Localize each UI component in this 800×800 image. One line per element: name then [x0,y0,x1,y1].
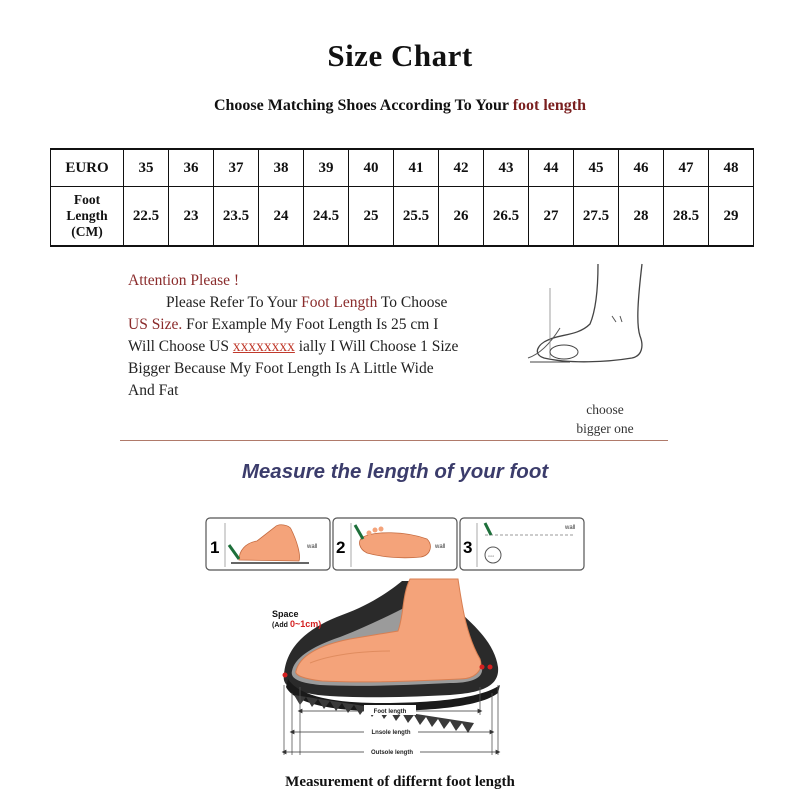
attention-highlight: Foot Length [301,294,378,311]
foot-length-header-line: (CM) [71,224,103,239]
attention-line [128,292,533,314]
euro-row [51,149,754,187]
euro-header: EURO [51,149,124,187]
length-cell: 27.5 [574,187,619,247]
choose-bigger-note [560,400,650,438]
length-cell: 29 [709,187,754,247]
attention-highlight: US Size. [128,316,183,333]
step-3-number: 3 [463,538,473,557]
attention-text: For Example My Foot Length Is 25 cm I [182,316,439,333]
length-cell: 25 [349,187,394,247]
length-cell: 25.5 [394,187,439,247]
length-cell: 22.5 [124,187,169,247]
attention-line [128,336,533,358]
outsole-length-label: Outsole length [371,750,413,756]
step-2-label: wall [435,544,446,550]
euro-cell: 36 [169,149,214,187]
euro-cell: 48 [709,149,754,187]
length-cell: 23.5 [214,187,259,247]
length-cell: 28.5 [664,187,709,247]
attention-text: Please Refer To Your [166,294,302,311]
choose-line: bigger one [576,421,634,436]
subtitle-prefix: Choose Matching Shoes According To Your [213,97,513,114]
euro-cell: 40 [349,149,394,187]
euro-cell: 45 [574,149,619,187]
attention-note [128,270,533,402]
foot-length-header-line: Foot [73,192,101,207]
subtitle-highlight: foot length [512,97,587,114]
euro-cell: 44 [529,149,574,187]
euro-cell: 38 [259,149,304,187]
foot-length-row [51,187,754,247]
shoe-measurement-diagram [270,575,510,765]
space-label: Space [272,609,299,619]
length-cell: 27 [529,187,574,247]
attention-heading: Attention Please ! [128,272,240,289]
euro-cell: 43 [484,149,529,187]
step-2-panel [333,518,457,570]
attention-redacted: xxxxxxxx [232,338,295,355]
section-divider [120,440,668,441]
step-3-label: wall [565,525,576,531]
length-cell: 23 [169,187,214,247]
foot-sketch-icon [520,258,680,398]
length-cell: 24 [259,187,304,247]
subtitle [0,97,800,115]
length-cell: 28 [619,187,664,247]
foot-length-label: Foot length [373,709,407,715]
length-cell: 24.5 [304,187,349,247]
step-1-label: wall [307,544,318,550]
space-add-label: (Add [272,622,288,629]
diagram-caption: Measurement of differnt foot length [285,774,515,790]
attention-line [128,314,533,336]
space-range-label: 0~1cm) [290,619,322,629]
euro-cell: 41 [394,149,439,187]
euro-cell: 37 [214,149,259,187]
foot-length-header [51,187,124,247]
choose-line: choose [586,402,624,417]
euro-cell: 42 [439,149,484,187]
foot-length-header-line: Length [66,208,108,223]
step-1-number: 1 [210,538,220,557]
page-title: Size Chart [327,38,473,73]
attention-text: Will Choose US [128,338,233,355]
size-table [50,148,754,247]
insole-length-label: Lnsole length [371,730,411,736]
euro-cell: 47 [664,149,709,187]
measure-steps [205,515,585,575]
length-cell: 26.5 [484,187,529,247]
step-1-panel [206,518,330,570]
measure-title: Measure the length of your foot [241,460,549,483]
euro-cell: 46 [619,149,664,187]
attention-line: And Fat [128,382,179,399]
length-cell: 26 [439,187,484,247]
attention-text: ially I Will Choose 1 Size [294,338,459,355]
step-2-number: 2 [336,538,346,557]
svg-text:◦◦◦: ◦◦◦ [488,554,495,560]
attention-line: Bigger Because My Foot Length Is A Little Wide [128,360,434,377]
attention-text: To Choose [377,294,448,311]
euro-cell: 35 [124,149,169,187]
euro-cell: 39 [304,149,349,187]
step-3-panel [460,518,584,570]
